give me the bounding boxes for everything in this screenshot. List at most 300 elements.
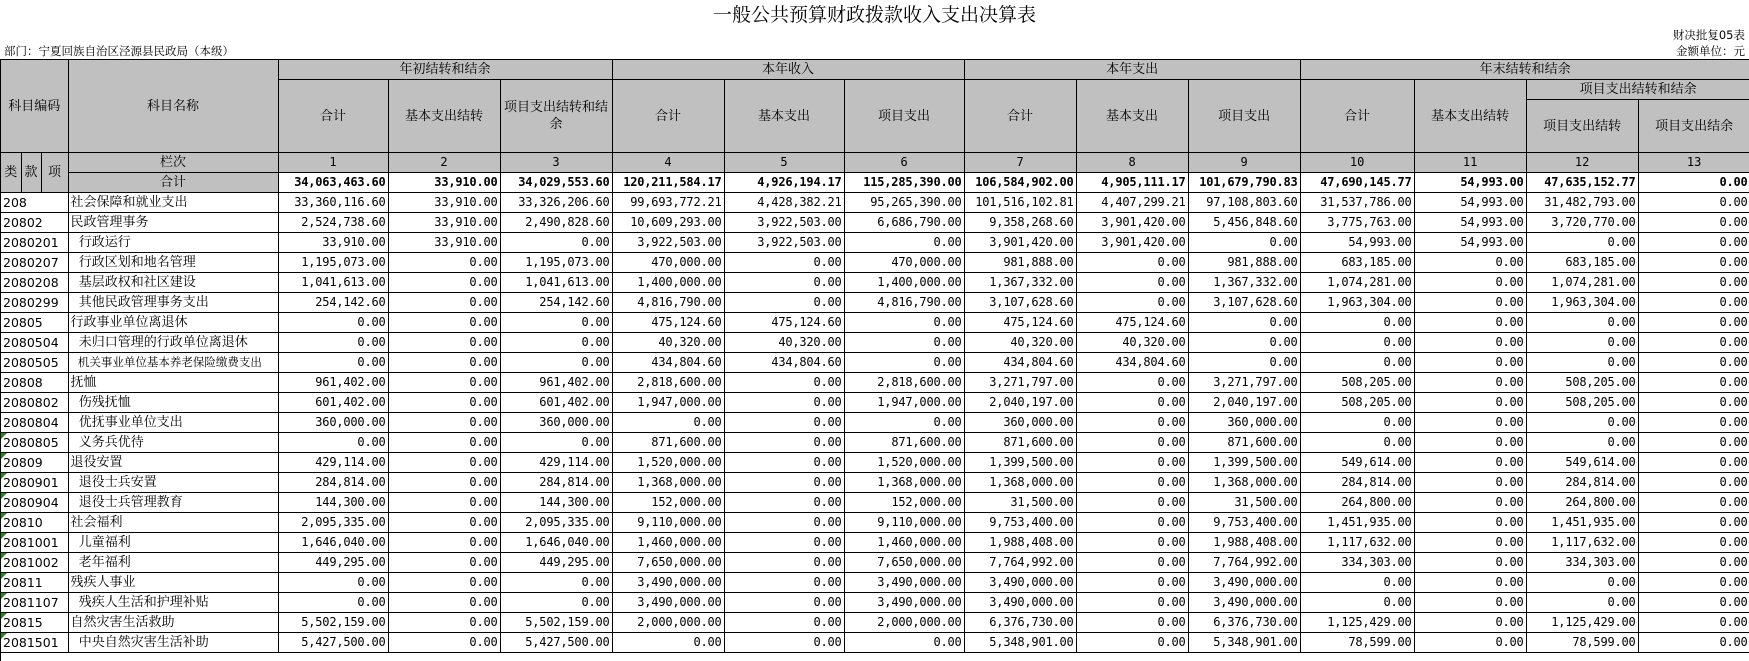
amount-cell[interactable]: 0.00 [1076, 573, 1188, 593]
amount-cell[interactable]: 1,963,304.00 [1300, 293, 1414, 313]
amount-cell[interactable]: 0.00 [724, 593, 844, 613]
amount-cell[interactable]: 508,205.00 [1300, 373, 1414, 393]
amount-cell[interactable]: 0.00 [724, 393, 844, 413]
amount-cell[interactable]: 0.00 [1414, 553, 1526, 573]
amount-cell[interactable]: 0.00 [844, 633, 964, 653]
amount-cell[interactable]: 871,600.00 [964, 433, 1076, 453]
amount-cell[interactable]: 0.00 [388, 613, 500, 633]
amount-cell[interactable]: 0.00 [388, 453, 500, 473]
amount-cell[interactable]: 1,460,000.00 [844, 533, 964, 553]
amount-cell[interactable]: 0.00 [1526, 593, 1638, 613]
amount-cell[interactable]: 0.00 [1638, 393, 1749, 413]
amount-cell[interactable]: 0.00 [1188, 233, 1300, 253]
amount-cell[interactable]: 1,368,000.00 [964, 473, 1076, 493]
subject-name-cell[interactable]: 行政事业单位离退休 [68, 313, 278, 333]
amount-cell[interactable]: 3,490,000.00 [612, 573, 724, 593]
amount-cell[interactable]: 0.00 [1638, 493, 1749, 513]
amount-cell[interactable]: 0.00 [724, 633, 844, 653]
amount-cell[interactable]: 1,367,332.00 [964, 273, 1076, 293]
total-cell[interactable]: 4,926,194.17 [724, 173, 844, 193]
amount-cell[interactable]: 434,804.60 [964, 353, 1076, 373]
total-cell[interactable]: 34,029,553.60 [500, 173, 612, 193]
amount-cell[interactable]: 0.00 [278, 353, 388, 373]
amount-cell[interactable]: 0.00 [1526, 333, 1638, 353]
amount-cell[interactable]: 1,947,000.00 [612, 393, 724, 413]
subject-code-cell[interactable]: 20808 [1, 373, 68, 393]
subject-code-cell[interactable]: 2080901 [1, 473, 68, 493]
amount-cell[interactable]: 40,320.00 [612, 333, 724, 353]
subject-name-cell[interactable]: 行政区划和地名管理 [68, 253, 278, 273]
amount-cell[interactable]: 360,000.00 [278, 413, 388, 433]
amount-cell[interactable]: 0.00 [500, 313, 612, 333]
subject-name-cell[interactable]: 退役安置 [68, 453, 278, 473]
amount-cell[interactable]: 1,400,000.00 [612, 273, 724, 293]
amount-cell[interactable]: 3,490,000.00 [844, 593, 964, 613]
amount-cell[interactable]: 0.00 [1076, 293, 1188, 313]
amount-cell[interactable]: 0.00 [1638, 633, 1749, 653]
amount-cell[interactable]: 0.00 [724, 533, 844, 553]
amount-cell[interactable]: 3,922,503.00 [612, 233, 724, 253]
amount-cell[interactable]: 0.00 [388, 473, 500, 493]
amount-cell[interactable]: 0.00 [724, 573, 844, 593]
amount-cell[interactable]: 0.00 [500, 593, 612, 613]
amount-cell[interactable]: 0.00 [388, 533, 500, 553]
amount-cell[interactable]: 3,922,503.00 [724, 233, 844, 253]
amount-cell[interactable]: 10,609,293.00 [612, 213, 724, 233]
subject-code-cell[interactable]: 20809 [1, 453, 68, 473]
amount-cell[interactable]: 0.00 [388, 493, 500, 513]
amount-cell[interactable]: 0.00 [1638, 193, 1749, 213]
amount-cell[interactable]: 7,764,992.00 [964, 553, 1076, 573]
amount-cell[interactable]: 0.00 [1414, 413, 1526, 433]
amount-cell[interactable]: 0.00 [1638, 413, 1749, 433]
amount-cell[interactable]: 449,295.00 [500, 553, 612, 573]
subject-name-cell[interactable]: 中央自然灾害生活补助 [68, 633, 278, 653]
amount-cell[interactable]: 9,358,268.60 [964, 213, 1076, 233]
amount-cell[interactable]: 449,295.00 [278, 553, 388, 573]
amount-cell[interactable]: 601,402.00 [500, 393, 612, 413]
amount-cell[interactable]: 475,124.60 [612, 313, 724, 333]
amount-cell[interactable]: 3,490,000.00 [1188, 573, 1300, 593]
subject-code-cell[interactable]: 20811 [1, 573, 68, 593]
amount-cell[interactable]: 0.00 [1526, 433, 1638, 453]
amount-cell[interactable]: 470,000.00 [612, 253, 724, 273]
subject-code-cell[interactable]: 2080805 [1, 433, 68, 453]
amount-cell[interactable]: 254,142.60 [278, 293, 388, 313]
total-cell[interactable]: 4,905,111.17 [1076, 173, 1188, 193]
amount-cell[interactable]: 0.00 [388, 413, 500, 433]
amount-cell[interactable]: 0.00 [278, 333, 388, 353]
amount-cell[interactable]: 5,456,848.60 [1188, 213, 1300, 233]
amount-cell[interactable]: 1,947,000.00 [844, 393, 964, 413]
subject-code-cell[interactable]: 20815 [1, 613, 68, 633]
subject-code-cell[interactable]: 2080504 [1, 333, 68, 353]
amount-cell[interactable]: 961,402.00 [278, 373, 388, 393]
amount-cell[interactable]: 0.00 [724, 373, 844, 393]
amount-cell[interactable]: 0.00 [1414, 613, 1526, 633]
amount-cell[interactable]: 0.00 [1076, 533, 1188, 553]
amount-cell[interactable]: 54,993.00 [1414, 233, 1526, 253]
amount-cell[interactable]: 152,000.00 [844, 493, 964, 513]
amount-cell[interactable]: 0.00 [724, 293, 844, 313]
amount-cell[interactable]: 0.00 [724, 553, 844, 573]
amount-cell[interactable]: 40,320.00 [724, 333, 844, 353]
subject-code-cell[interactable]: 2080804 [1, 413, 68, 433]
subject-code-cell[interactable]: 2081001 [1, 533, 68, 553]
amount-cell[interactable]: 0.00 [1076, 273, 1188, 293]
amount-cell[interactable]: 0.00 [388, 273, 500, 293]
amount-cell[interactable]: 97,108,803.60 [1188, 193, 1300, 213]
amount-cell[interactable]: 0.00 [388, 373, 500, 393]
amount-cell[interactable]: 40,320.00 [1076, 333, 1188, 353]
amount-cell[interactable]: 0.00 [1076, 633, 1188, 653]
amount-cell[interactable]: 0.00 [1414, 513, 1526, 533]
amount-cell[interactable]: 0.00 [278, 433, 388, 453]
amount-cell[interactable]: 0.00 [1076, 373, 1188, 393]
amount-cell[interactable]: 0.00 [1638, 313, 1749, 333]
amount-cell[interactable]: 284,814.00 [278, 473, 388, 493]
amount-cell[interactable]: 0.00 [724, 513, 844, 533]
amount-cell[interactable]: 1,988,408.00 [964, 533, 1076, 553]
subject-code-cell[interactable]: 2081107 [1, 593, 68, 613]
amount-cell[interactable]: 0.00 [1300, 433, 1414, 453]
amount-cell[interactable]: 0.00 [1076, 513, 1188, 533]
amount-cell[interactable]: 0.00 [1076, 473, 1188, 493]
amount-cell[interactable]: 2,524,738.60 [278, 213, 388, 233]
amount-cell[interactable]: 152,000.00 [612, 493, 724, 513]
amount-cell[interactable]: 1,368,000.00 [844, 473, 964, 493]
amount-cell[interactable]: 0.00 [1076, 413, 1188, 433]
amount-cell[interactable]: 0.00 [388, 253, 500, 273]
amount-cell[interactable]: 0.00 [1638, 573, 1749, 593]
amount-cell[interactable]: 0.00 [1638, 613, 1749, 633]
subject-code-cell[interactable]: 2080201 [1, 233, 68, 253]
amount-cell[interactable]: 981,888.00 [1188, 253, 1300, 273]
amount-cell[interactable]: 0.00 [1414, 493, 1526, 513]
subject-name-cell[interactable]: 残疾人事业 [68, 573, 278, 593]
subject-name-cell[interactable]: 退役士兵安置 [68, 473, 278, 493]
amount-cell[interactable]: 0.00 [388, 333, 500, 353]
amount-cell[interactable]: 3,271,797.00 [964, 373, 1076, 393]
amount-cell[interactable]: 0.00 [1076, 453, 1188, 473]
amount-cell[interactable]: 1,399,500.00 [964, 453, 1076, 473]
amount-cell[interactable]: 0.00 [1414, 333, 1526, 353]
amount-cell[interactable]: 0.00 [1414, 633, 1526, 653]
amount-cell[interactable]: 0.00 [1300, 313, 1414, 333]
amount-cell[interactable]: 0.00 [724, 253, 844, 273]
amount-cell[interactable]: 2,095,335.00 [500, 513, 612, 533]
amount-cell[interactable]: 0.00 [1638, 253, 1749, 273]
amount-cell[interactable]: 264,800.00 [1526, 493, 1638, 513]
amount-cell[interactable]: 0.00 [1300, 573, 1414, 593]
subject-code-cell[interactable]: 2081002 [1, 553, 68, 573]
amount-cell[interactable]: 1,520,000.00 [612, 453, 724, 473]
amount-cell[interactable]: 0.00 [1414, 293, 1526, 313]
amount-cell[interactable]: 1,368,000.00 [612, 473, 724, 493]
amount-cell[interactable]: 4,428,382.21 [724, 193, 844, 213]
amount-cell[interactable]: 1,367,332.00 [1188, 273, 1300, 293]
amount-cell[interactable]: 871,600.00 [844, 433, 964, 453]
amount-cell[interactable]: 360,000.00 [500, 413, 612, 433]
amount-cell[interactable]: 0.00 [278, 593, 388, 613]
amount-cell[interactable]: 0.00 [278, 573, 388, 593]
total-cell[interactable]: 47,635,152.77 [1526, 173, 1638, 193]
amount-cell[interactable]: 284,814.00 [1300, 473, 1414, 493]
subject-code-cell[interactable]: 20802 [1, 213, 68, 233]
amount-cell[interactable]: 1,125,429.00 [1526, 613, 1638, 633]
total-cell[interactable]: 120,211,584.17 [612, 173, 724, 193]
amount-cell[interactable]: 31,482,793.00 [1526, 193, 1638, 213]
amount-cell[interactable]: 254,142.60 [500, 293, 612, 313]
total-cell[interactable]: 33,910.00 [388, 173, 500, 193]
amount-cell[interactable]: 0.00 [1300, 333, 1414, 353]
amount-cell[interactable]: 871,600.00 [1188, 433, 1300, 453]
amount-cell[interactable]: 1,195,073.00 [278, 253, 388, 273]
subject-name-cell[interactable]: 基层政权和社区建设 [68, 273, 278, 293]
amount-cell[interactable]: 0.00 [1638, 213, 1749, 233]
amount-cell[interactable]: 1,368,000.00 [1188, 473, 1300, 493]
amount-cell[interactable]: 0.00 [1414, 593, 1526, 613]
amount-cell[interactable]: 1,460,000.00 [612, 533, 724, 553]
subject-name-cell[interactable]: 义务兵优待 [68, 433, 278, 453]
amount-cell[interactable]: 3,490,000.00 [1188, 593, 1300, 613]
amount-cell[interactable]: 0.00 [388, 633, 500, 653]
subject-name-cell[interactable]: 社会福利 [68, 513, 278, 533]
amount-cell[interactable]: 0.00 [1638, 373, 1749, 393]
amount-cell[interactable]: 0.00 [1526, 573, 1638, 593]
amount-cell[interactable]: 3,490,000.00 [844, 573, 964, 593]
subject-code-cell[interactable]: 2080505 [1, 353, 68, 373]
amount-cell[interactable]: 0.00 [1526, 353, 1638, 373]
amount-cell[interactable]: 0.00 [724, 613, 844, 633]
amount-cell[interactable]: 0.00 [500, 353, 612, 373]
amount-cell[interactable]: 0.00 [1076, 253, 1188, 273]
amount-cell[interactable]: 1,963,304.00 [1526, 293, 1638, 313]
amount-cell[interactable]: 3,490,000.00 [964, 573, 1076, 593]
amount-cell[interactable]: 3,490,000.00 [612, 593, 724, 613]
amount-cell[interactable]: 0.00 [724, 473, 844, 493]
amount-cell[interactable]: 0.00 [278, 313, 388, 333]
amount-cell[interactable]: 0.00 [500, 433, 612, 453]
amount-cell[interactable]: 7,764,992.00 [1188, 553, 1300, 573]
amount-cell[interactable]: 0.00 [388, 433, 500, 453]
total-cell[interactable]: 106,584,902.00 [964, 173, 1076, 193]
amount-cell[interactable]: 1,117,632.00 [1526, 533, 1638, 553]
amount-cell[interactable]: 1,400,000.00 [844, 273, 964, 293]
amount-cell[interactable]: 360,000.00 [1188, 413, 1300, 433]
amount-cell[interactable]: 0.00 [1414, 473, 1526, 493]
amount-cell[interactable]: 4,816,790.00 [844, 293, 964, 313]
subject-name-cell[interactable]: 老年福利 [68, 553, 278, 573]
amount-cell[interactable]: 0.00 [1076, 393, 1188, 413]
amount-cell[interactable]: 0.00 [1638, 273, 1749, 293]
amount-cell[interactable]: 0.00 [500, 333, 612, 353]
amount-cell[interactable]: 31,537,786.00 [1300, 193, 1414, 213]
amount-cell[interactable]: 9,110,000.00 [844, 513, 964, 533]
amount-cell[interactable]: 429,114.00 [500, 453, 612, 473]
subject-code-cell[interactable]: 2080208 [1, 273, 68, 293]
amount-cell[interactable]: 2,818,600.00 [612, 373, 724, 393]
subject-code-cell[interactable]: 2080207 [1, 253, 68, 273]
amount-cell[interactable]: 0.00 [612, 413, 724, 433]
subject-code-cell[interactable]: 20810 [1, 513, 68, 533]
amount-cell[interactable]: 0.00 [844, 333, 964, 353]
subject-name-cell[interactable]: 儿童福利 [68, 533, 278, 553]
amount-cell[interactable]: 0.00 [1076, 493, 1188, 513]
amount-cell[interactable]: 0.00 [500, 573, 612, 593]
amount-cell[interactable]: 549,614.00 [1526, 453, 1638, 473]
amount-cell[interactable]: 4,816,790.00 [612, 293, 724, 313]
subject-name-cell[interactable]: 退役士兵管理教育 [68, 493, 278, 513]
amount-cell[interactable]: 0.00 [1526, 413, 1638, 433]
amount-cell[interactable]: 3,271,797.00 [1188, 373, 1300, 393]
amount-cell[interactable]: 0.00 [1638, 533, 1749, 553]
amount-cell[interactable]: 429,114.00 [278, 453, 388, 473]
amount-cell[interactable]: 0.00 [388, 513, 500, 533]
amount-cell[interactable]: 33,910.00 [278, 233, 388, 253]
amount-cell[interactable]: 3,107,628.60 [1188, 293, 1300, 313]
amount-cell[interactable]: 54,993.00 [1300, 233, 1414, 253]
amount-cell[interactable]: 33,360,116.60 [278, 193, 388, 213]
amount-cell[interactable]: 1,520,000.00 [844, 453, 964, 473]
amount-cell[interactable]: 508,205.00 [1526, 373, 1638, 393]
amount-cell[interactable]: 33,910.00 [388, 213, 500, 233]
amount-cell[interactable]: 3,107,628.60 [964, 293, 1076, 313]
subject-name-cell[interactable]: 自然灾害生活救助 [68, 613, 278, 633]
amount-cell[interactable]: 0.00 [1526, 313, 1638, 333]
amount-cell[interactable]: 334,303.00 [1526, 553, 1638, 573]
subject-code-cell[interactable]: 2081501 [1, 633, 68, 653]
amount-cell[interactable]: 434,804.60 [1076, 353, 1188, 373]
amount-cell[interactable]: 0.00 [388, 553, 500, 573]
amount-cell[interactable]: 1,195,073.00 [500, 253, 612, 273]
subject-name-cell[interactable]: 社会保障和就业支出 [68, 193, 278, 213]
amount-cell[interactable]: 683,185.00 [1300, 253, 1414, 273]
subject-name-cell[interactable]: 优抚事业单位支出 [68, 413, 278, 433]
amount-cell[interactable]: 0.00 [724, 413, 844, 433]
amount-cell[interactable]: 0.00 [724, 493, 844, 513]
amount-cell[interactable]: 6,376,730.00 [964, 613, 1076, 633]
amount-cell[interactable]: 31,500.00 [1188, 493, 1300, 513]
total-cell[interactable]: 0.00 [1638, 173, 1749, 193]
amount-cell[interactable]: 0.00 [844, 313, 964, 333]
amount-cell[interactable]: 2,490,828.60 [500, 213, 612, 233]
amount-cell[interactable]: 0.00 [1638, 513, 1749, 533]
amount-cell[interactable]: 475,124.60 [1076, 313, 1188, 333]
amount-cell[interactable]: 0.00 [1188, 333, 1300, 353]
subject-name-cell[interactable]: 其他民政管理事务支出 [68, 293, 278, 313]
amount-cell[interactable]: 264,800.00 [1300, 493, 1414, 513]
amount-cell[interactable]: 0.00 [1188, 313, 1300, 333]
amount-cell[interactable]: 0.00 [388, 393, 500, 413]
amount-cell[interactable]: 0.00 [388, 293, 500, 313]
amount-cell[interactable]: 144,300.00 [500, 493, 612, 513]
subject-name-cell[interactable]: 未归口管理的行政单位离退休 [68, 333, 278, 353]
amount-cell[interactable]: 1,074,281.00 [1526, 273, 1638, 293]
amount-cell[interactable]: 99,693,772.21 [612, 193, 724, 213]
subject-name-cell[interactable]: 抚恤 [68, 373, 278, 393]
subject-name-cell[interactable]: 行政运行 [68, 233, 278, 253]
amount-cell[interactable]: 3,901,420.00 [1076, 213, 1188, 233]
amount-cell[interactable]: 0.00 [1638, 453, 1749, 473]
amount-cell[interactable]: 54,993.00 [1414, 213, 1526, 233]
amount-cell[interactable]: 434,804.60 [612, 353, 724, 373]
amount-cell[interactable]: 0.00 [1076, 593, 1188, 613]
amount-cell[interactable]: 0.00 [388, 573, 500, 593]
amount-cell[interactable]: 1,451,935.00 [1526, 513, 1638, 533]
amount-cell[interactable]: 1,399,500.00 [1188, 453, 1300, 473]
amount-cell[interactable]: 334,303.00 [1300, 553, 1414, 573]
amount-cell[interactable]: 5,427,500.00 [500, 633, 612, 653]
amount-cell[interactable]: 0.00 [1300, 353, 1414, 373]
amount-cell[interactable]: 144,300.00 [278, 493, 388, 513]
amount-cell[interactable]: 284,814.00 [1526, 473, 1638, 493]
amount-cell[interactable]: 2,040,197.00 [964, 393, 1076, 413]
amount-cell[interactable]: 0.00 [1638, 473, 1749, 493]
amount-cell[interactable]: 2,000,000.00 [612, 613, 724, 633]
amount-cell[interactable]: 0.00 [724, 453, 844, 473]
amount-cell[interactable]: 0.00 [1638, 433, 1749, 453]
subject-code-cell[interactable]: 2080299 [1, 293, 68, 313]
amount-cell[interactable]: 31,500.00 [964, 493, 1076, 513]
amount-cell[interactable]: 549,614.00 [1300, 453, 1414, 473]
amount-cell[interactable]: 40,320.00 [964, 333, 1076, 353]
amount-cell[interactable]: 6,686,790.00 [844, 213, 964, 233]
amount-cell[interactable]: 284,814.00 [500, 473, 612, 493]
amount-cell[interactable]: 3,901,420.00 [964, 233, 1076, 253]
amount-cell[interactable]: 95,265,390.00 [844, 193, 964, 213]
subject-name-cell[interactable]: 机关事业单位基本养老保险缴费支出 [68, 353, 278, 373]
subject-code-cell[interactable]: 208 [1, 193, 68, 213]
subject-code-cell[interactable]: 2080802 [1, 393, 68, 413]
amount-cell[interactable]: 961,402.00 [500, 373, 612, 393]
amount-cell[interactable]: 1,988,408.00 [1188, 533, 1300, 553]
amount-cell[interactable]: 6,376,730.00 [1188, 613, 1300, 633]
amount-cell[interactable]: 0.00 [388, 593, 500, 613]
amount-cell[interactable]: 0.00 [844, 413, 964, 433]
amount-cell[interactable]: 0.00 [388, 313, 500, 333]
amount-cell[interactable]: 0.00 [1638, 553, 1749, 573]
amount-cell[interactable]: 33,326,206.60 [500, 193, 612, 213]
amount-cell[interactable]: 0.00 [1076, 433, 1188, 453]
amount-cell[interactable]: 3,775,763.00 [1300, 213, 1414, 233]
amount-cell[interactable]: 0.00 [1638, 293, 1749, 313]
amount-cell[interactable]: 0.00 [612, 633, 724, 653]
amount-cell[interactable]: 4,407,299.21 [1076, 193, 1188, 213]
amount-cell[interactable]: 0.00 [1414, 393, 1526, 413]
amount-cell[interactable]: 1,125,429.00 [1300, 613, 1414, 633]
amount-cell[interactable]: 78,599.00 [1526, 633, 1638, 653]
subject-name-cell[interactable]: 残疾人生活和护理补贴 [68, 593, 278, 613]
amount-cell[interactable]: 981,888.00 [964, 253, 1076, 273]
amount-cell[interactable]: 0.00 [1076, 553, 1188, 573]
amount-cell[interactable]: 33,910.00 [388, 193, 500, 213]
amount-cell[interactable]: 1,117,632.00 [1300, 533, 1414, 553]
amount-cell[interactable]: 0.00 [1638, 233, 1749, 253]
amount-cell[interactable]: 9,753,400.00 [964, 513, 1076, 533]
amount-cell[interactable]: 3,490,000.00 [964, 593, 1076, 613]
amount-cell[interactable]: 470,000.00 [844, 253, 964, 273]
amount-cell[interactable]: 0.00 [1414, 253, 1526, 273]
amount-cell[interactable]: 0.00 [500, 233, 612, 253]
amount-cell[interactable]: 5,427,500.00 [278, 633, 388, 653]
amount-cell[interactable]: 1,041,613.00 [278, 273, 388, 293]
amount-cell[interactable]: 0.00 [1414, 453, 1526, 473]
amount-cell[interactable]: 54,993.00 [1414, 193, 1526, 213]
total-cell[interactable]: 115,285,390.00 [844, 173, 964, 193]
subject-code-cell[interactable]: 20805 [1, 313, 68, 333]
amount-cell[interactable]: 360,000.00 [964, 413, 1076, 433]
